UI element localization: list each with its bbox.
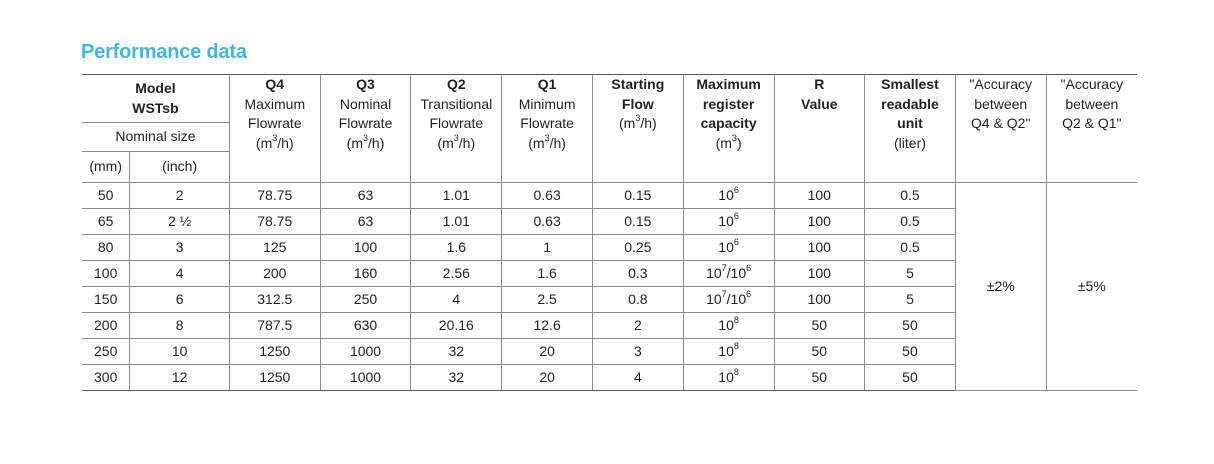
cell-q2: 2.56 (411, 261, 502, 287)
cell-starting-flow: 0.15 (592, 183, 683, 209)
cell-inch: 8 (130, 313, 230, 339)
cell-q1: 1.6 (502, 261, 593, 287)
header-q4: Q4 Maximum Flowrate $(m^3/h)$ (229, 75, 320, 183)
cell-accuracy-q4-q2: ±2% (955, 183, 1046, 391)
header-inch: (inch) (130, 152, 230, 183)
cell-q2: 4 (411, 287, 502, 313)
cell-inch: 2 ½ (130, 209, 230, 235)
cell-max-register: $10^8$ (683, 365, 774, 391)
cell-starting-flow: 4 (592, 365, 683, 391)
cell-r-value: 100 (774, 209, 865, 235)
cell-inch: 2 (130, 183, 230, 209)
cell-q3: 250 (320, 287, 411, 313)
header-max-register: Maximum register capacity $(m^3)$ (683, 75, 774, 183)
header-accuracy-q4-q2: "Accuracy between Q4 & Q2" (955, 75, 1046, 183)
cell-q2: 32 (411, 339, 502, 365)
cell-max-register: $10^6$ (683, 183, 774, 209)
cell-inch: 6 (130, 287, 230, 313)
cell-q1: 12.6 (502, 313, 593, 339)
cell-max-register: $10^6$ (683, 209, 774, 235)
cell-mm: 100 (82, 261, 130, 287)
cell-smallest-unit: 0.5 (865, 209, 956, 235)
performance-table (82, 74, 1137, 391)
cell-q3: 630 (320, 313, 411, 339)
cell-starting-flow: 0.8 (592, 287, 683, 313)
header-q3: Q3 Nominal Flowrate $(m^3/h)$ (320, 75, 411, 183)
cell-r-value: 100 (774, 261, 865, 287)
cell-q1: 1 (502, 235, 593, 261)
cell-q4: 1250 (229, 339, 320, 365)
cell-inch: 4 (130, 261, 230, 287)
cell-q1: 20 (502, 339, 593, 365)
header-accuracy-q2-q1: "Accuracy between Q2 & Q1" (1046, 75, 1137, 183)
cell-q1: 0.63 (502, 209, 593, 235)
cell-q2: 32 (411, 365, 502, 391)
cell-inch: 10 (130, 339, 230, 365)
table-body (82, 183, 1137, 391)
cell-q2: 1.01 (411, 183, 502, 209)
cell-q3: 1000 (320, 339, 411, 365)
table-row (82, 183, 1137, 209)
cell-q2: 20.16 (411, 313, 502, 339)
cell-q4: 787.5 (229, 313, 320, 339)
cell-max-register: $10^8$ (683, 339, 774, 365)
cell-smallest-unit: 5 (865, 261, 956, 287)
header-starting-flow: Starting Flow $(m^3/h)$ (592, 75, 683, 183)
cell-accuracy-q2-q1: ±5% (1046, 183, 1137, 391)
cell-q3: 160 (320, 261, 411, 287)
cell-inch: 12 (130, 365, 230, 391)
cell-mm: 80 (82, 235, 130, 261)
cell-mm: 65 (82, 209, 130, 235)
cell-r-value: 50 (774, 339, 865, 365)
cell-inch: 3 (130, 235, 230, 261)
cell-q2: 1.6 (411, 235, 502, 261)
cell-q4: 312.5 (229, 287, 320, 313)
cell-r-value: 100 (774, 287, 865, 313)
cell-smallest-unit: 5 (865, 287, 956, 313)
page-title: Performance data (81, 41, 247, 63)
cell-r-value: 50 (774, 313, 865, 339)
cell-smallest-unit: 50 (865, 365, 956, 391)
cell-starting-flow: 2 (592, 313, 683, 339)
cell-q1: 2.5 (502, 287, 593, 313)
cell-q1: 20 (502, 365, 593, 391)
cell-q4: 125 (229, 235, 320, 261)
cell-r-value: 50 (774, 365, 865, 391)
cell-max-register: $10^8$ (683, 313, 774, 339)
cell-smallest-unit: 50 (865, 313, 956, 339)
header-q1: Q1 Minimum Flowrate $(m^3/h)$ (502, 75, 593, 183)
cell-r-value: 100 (774, 183, 865, 209)
cell-mm: 50 (82, 183, 130, 209)
cell-starting-flow: 0.3 (592, 261, 683, 287)
cell-smallest-unit: 50 (865, 339, 956, 365)
cell-smallest-unit: 0.5 (865, 183, 956, 209)
cell-r-value: 100 (774, 235, 865, 261)
cell-max-register: $10^7/10^6$ (683, 287, 774, 313)
cell-q3: 1000 (320, 365, 411, 391)
cell-q3: 63 (320, 209, 411, 235)
cell-max-register: $10^6$ (683, 235, 774, 261)
cell-starting-flow: 3 (592, 339, 683, 365)
header-nominal-size: Nominal size (82, 123, 229, 152)
header-r-value: R Value (774, 75, 865, 183)
header-smallest-unit: Smallest readable unit (liter) (865, 75, 956, 183)
header-q2: Q2 Transitional Flowrate $(m^3/h)$ (411, 75, 502, 183)
header-model: Model WSTsb (82, 75, 229, 123)
cell-q2: 1.01 (411, 209, 502, 235)
cell-q4: 1250 (229, 365, 320, 391)
cell-q3: 100 (320, 235, 411, 261)
cell-q4: 200 (229, 261, 320, 287)
cell-mm: 250 (82, 339, 130, 365)
cell-mm: 300 (82, 365, 130, 391)
cell-starting-flow: 0.25 (592, 235, 683, 261)
cell-q4: 78.75 (229, 209, 320, 235)
cell-mm: 150 (82, 287, 130, 313)
cell-q4: 78.75 (229, 183, 320, 209)
cell-smallest-unit: 0.5 (865, 235, 956, 261)
cell-starting-flow: 0.15 (592, 209, 683, 235)
cell-q3: 63 (320, 183, 411, 209)
cell-q1: 0.63 (502, 183, 593, 209)
cell-max-register: $10^7/10^6$ (683, 261, 774, 287)
header-mm: (mm) (82, 152, 130, 183)
cell-mm: 200 (82, 313, 130, 339)
